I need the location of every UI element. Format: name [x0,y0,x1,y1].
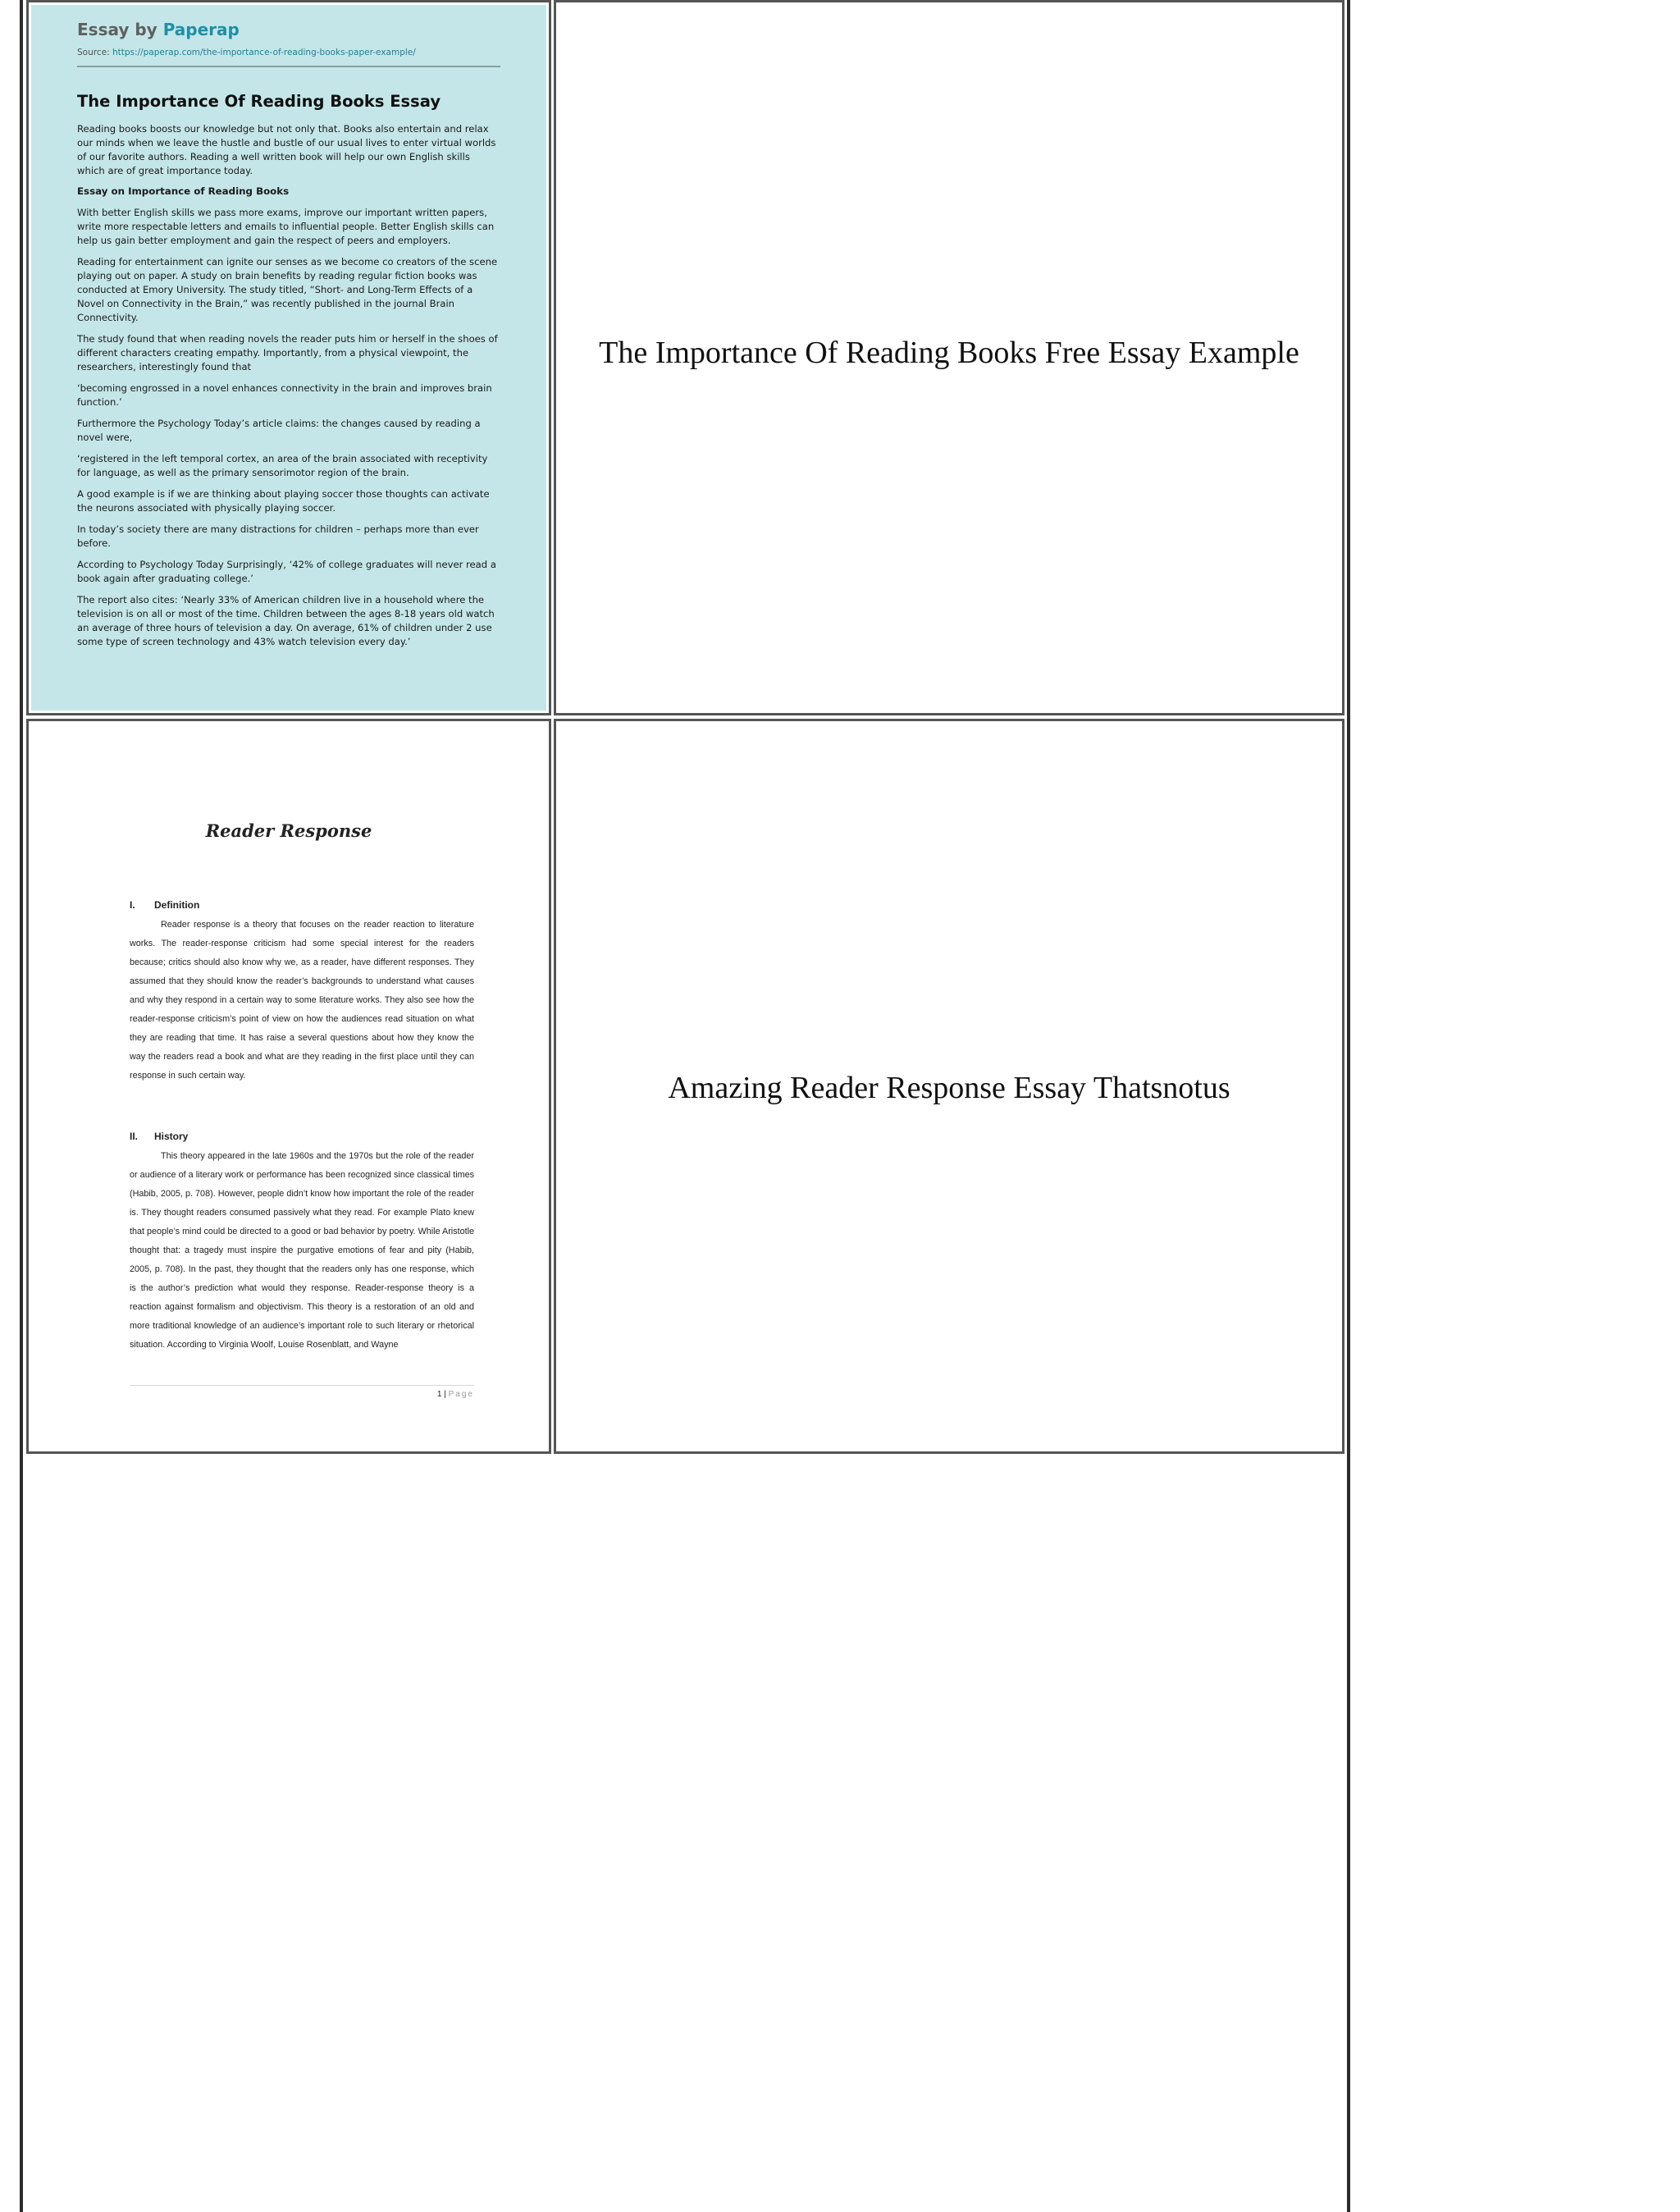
essay-caption-link[interactable]: The Importance Of Reading Books Free Essay Example [599,336,1299,370]
essay-paragraph: Furthermore the Psychology Today’s article claims: the changes caused by reading a novel were, [77,418,481,443]
essay-caption-cell[interactable] [554,0,1344,715]
footer-page-word: Page [448,1390,474,1399]
essay-paragraph: ‘becoming engrossed in a novel enhances connectivity in the brain and improves brain function.’ [77,382,492,408]
section-heading [130,899,474,911]
reader-response-page-image [31,724,546,1449]
essay-source [77,48,500,67]
section-history [130,1131,474,1355]
footer-divider [130,1385,474,1386]
essay-title: The Importance Of Reading Books Essay [77,92,441,111]
reader-response-caption-cell[interactable] [554,719,1344,1454]
source-label: Source: [77,48,110,57]
essay-thumbnail-cell[interactable] [26,0,551,715]
section-heading-text: History [154,1131,189,1142]
reader-response-title: Reader Response [205,820,372,841]
page-footer [130,1390,474,1399]
section-number: I. [130,899,135,911]
essay-thumbnail-image [31,5,546,711]
source-link: https://paperap.com/the-importance-of-reading-books-paper-example/ [112,48,416,57]
essay-paragraph: The study found that when reading novels the reader puts him or herself in the shoes of different characters creating empathy. Importantly, from a physical viewpoint, the researchers, interestingly found that [77,333,498,372]
section-heading-text: Definition [154,899,200,911]
section-text: Reader response is a theory that focuses on the reader reaction to literature works. The reader-response criticism had some special interest for the readers because; critics should also know why we, as a reader, have different responses. They assumed that they should know the reader’s backgrounds to understand what causes and why they respond in a certain way to some literature works. They also see how the reader-response criticism’s point of view on how the audiences read situation on what they are reading that time. It has raise a several questions about how they know the way the readers read a book and what are they reading in the first place until they can response in such certain way. [130,920,474,1081]
footer-page-number: 1 [436,1390,442,1399]
footer-separator: | [444,1390,446,1399]
reader-response-thumbnail-cell[interactable] [26,719,551,1454]
section-heading [130,1131,474,1142]
section-definition [130,899,474,1085]
essay-paragraph: ‘registered in the left temporal cortex, an area of the brain associated with receptivity for language, as well as the primary sensorimotor region of the brain. [77,453,488,478]
reader-response-caption-link[interactable]: Amazing Reader Response Essay Thatsnotus [668,1071,1230,1105]
essay-paragraph: Reading for entertainment can ignite our senses as we become co creators of the scene playing out on paper. A study on brain benefits by reading regular fiction books was conducted at Emory University. The study titled, “Short- and Long-Term Effects of a Novel on Connectivity in the Brain,” was recently published in the journal Brain Connectivity. [77,256,498,323]
essay-paragraph: Reading books boosts our knowledge but not only that. Books also entertain and relax our minds when we leave the hustle and bustle of our usual lives to enter virtual worlds of our favorite authors. Reading a well written book will help our own English skills which are of great importance today. [77,123,496,176]
essay-paragraph: The report also cites: ‘Nearly 33% of American children live in a household where the television is on all or most of the time. Children between the ages 8-18 years old watch an average of three hours of television a day. On average, 61% of children under 2 use some type of screen technology and 43% watch television every day.’ [77,594,495,647]
brand-prefix: Essay by [77,20,158,39]
section-text: This theory appeared in the late 1960s and the 1970s but the role of the reader or audience of a literary work or performance has been recognized since classical times (Habib, 2005, p. 708). However, people didn’t know how important the role of the reader is. They thought readers consumed passively what they read. For example Plato knew that people’s mind could be directed to a good or bad behavior by poetry. While Aristotle thought that: a tragedy must inspire the purgative emotions of fear and pity (Habib, 2005, p. 708). In the past, they thought that the readers only has one response, which is the author’s prediction what would they response. Reader-response theory is a reaction against formalism and objectivism. This theory is a restoration of an old and more traditional knowledge of an audience’s important role to such literary or rhetorical situation. According to Virginia Woolf, Louise Rosenblatt, and Wayne [130,1151,474,1350]
essay-paragraph: According to Psychology Today Surprisingly, ‘42% of college graduates will never read a book again after graduating college.’ [77,559,496,584]
essay-paragraph: A good example is if we are thinking about playing soccer those thoughts can activate the neurons associated with physically playing soccer. [77,488,490,514]
essay-brand [77,20,500,39]
essay-paragraph: In today’s society there are many distractions for children – perhaps more than ever before. [77,523,479,549]
essay-subheading: Essay on Importance of Reading Books [77,185,290,197]
essay-paragraph: With better English skills we pass more exams, improve our important written papers, write more respectable letters and emails to influential people. Better English skills can help us gain better employment and gain the respect of peers and employers. [77,207,495,246]
section-number: II. [130,1131,139,1142]
brand-name: Paperap [162,20,240,39]
